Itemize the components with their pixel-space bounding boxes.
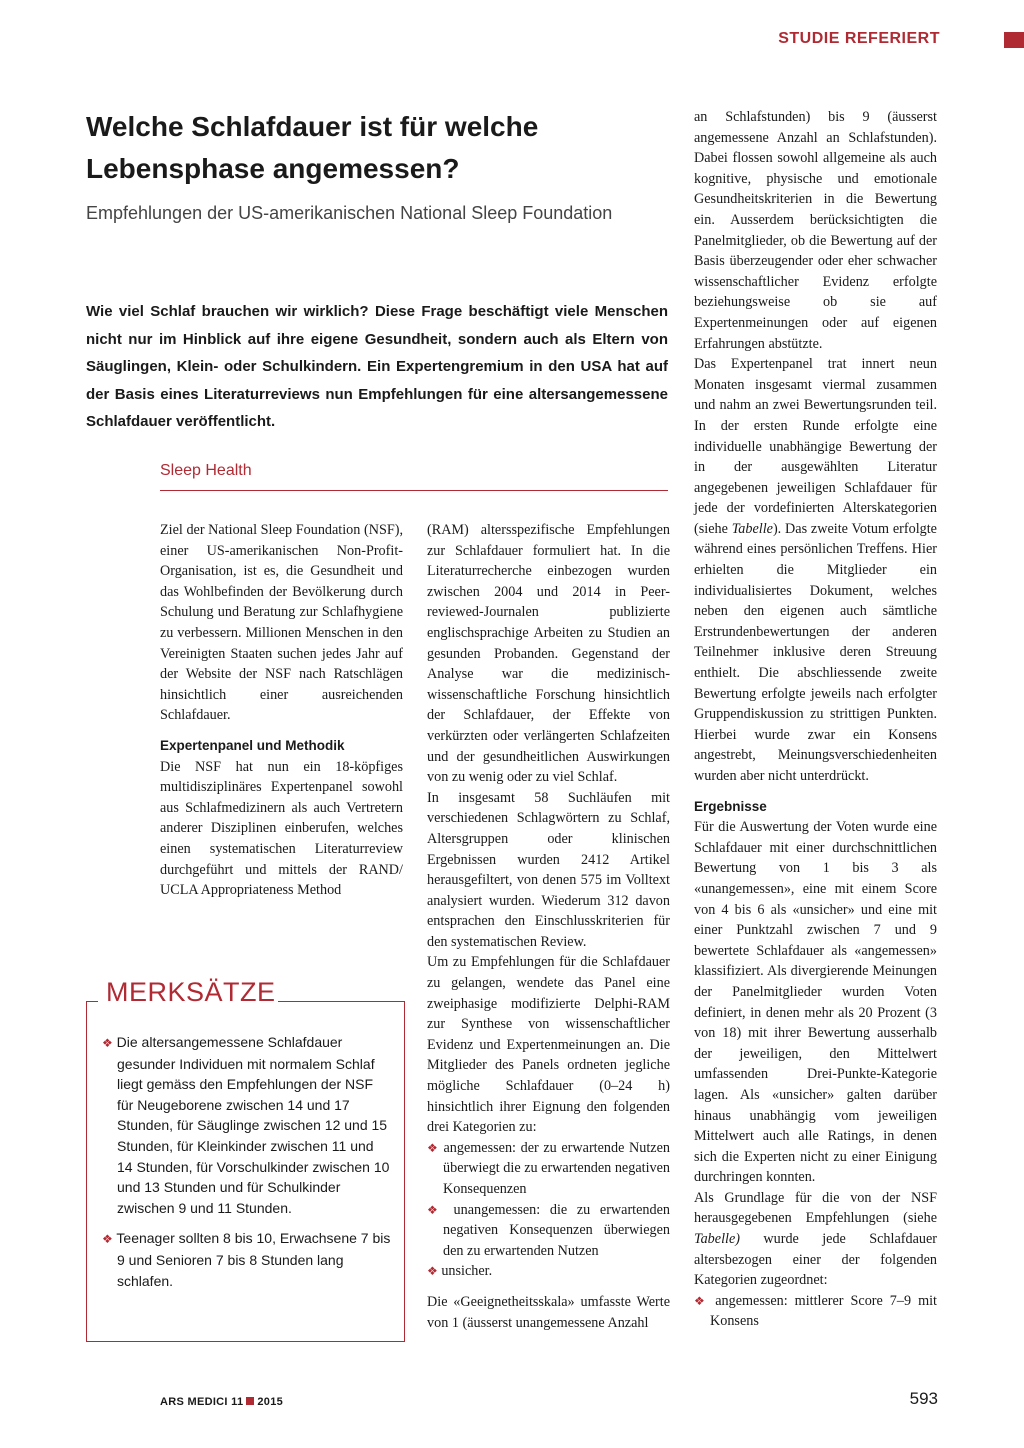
paragraph: Für die Auswertung der Voten wurde eine Schlafdauer mit einer durchschnittlichen Bewertung von 1 bis 3 als «unangemessen», eine mit einem Score von 4 bis 6 als «unsicher» und eine mit einer Punktzahl zwischen 7 und 9 bewertete Schlafdauer als «angemessen» klassifiziert. Als divergierende Meinungen der Panelmitglieder wurden Voten definiert, in denen mehr als 20 Prozent (3 von 18) mit ihrer Bewertung ausserhalb der jeweiligen, den Mittelwert umfassenden Drei-Punkte-Kategorie lagen. Als «unsicher» galten darüber hinaus unabhängig vom jeweiligen Mittelwert auch alle Ratings, in denen sich die Experten nicht zu einer Einigung durchringen konnten. (694, 819, 937, 1186)
article-title: Welche Schlafdauer ist für welche Lebensphase angemessen? (86, 111, 539, 184)
paragraph: Das Expertenpanel trat innert neun Monaten insgesamt viermal zusammen und nahm an zwei Bewertungsrunden teil. In der ersten Runde erfolgte eine individuelle unabhängige Bewertung der in der ausgewählten Literatur angegebenen jeweiligen Schlafdauer für jede der vordefinierten Alterskategorien (siehe Tabelle). Das zweite Votum erfolgte während eines persönlichen Treffens. Hier erhielten die Mitglieder ein individualisiertes Dokument, welches neben den eigenen auch sämtliche Erstrundenbewertungen der anderen Teilnehmer inklusive deren Streuung enthielt. Die abschliessende zweite Bewertung erfolgte jeweils nach erfolgter Gruppendiskussion zu strittigen Punkten. Hierbei wurde zwar ein Konsens angestrebt, Meinungsverschiedenheiten wurden aber nicht unterdrückt. (694, 356, 937, 784)
list-item: ❖ Teenager sollten 8 bis 10, Erwachsene 7 bis 9 und Senioren 7 bis 8 Stunden lang schlafen. (102, 1230, 391, 1289)
column-3 (694, 107, 937, 1332)
list-item: ❖ angemessen: der zu erwartende Nutzen überwiegt die zu erwartenden negativen Konsequenzen (427, 1139, 670, 1197)
column-2 (427, 520, 670, 1333)
diamond-bullet-icon: ❖ (694, 1293, 709, 1308)
paragraph: Die «Geeignetheitsskala» umfasste Werte von 1 (äusserst unangemessene Anzahl (427, 1293, 670, 1331)
section-label: STUDIE REFERIERT (778, 30, 940, 47)
square-icon (246, 1397, 254, 1405)
divider (266, 1001, 404, 1002)
paragraph: (RAM) altersspezifische Empfehlungen zur Schlafdauer formuliert hat. In die Literaturrecherche einbezogen wurden zwischen 2004 und 2014 in Peer-reviewed-Journalen publizierte englischsprachige Arbeiten zu Studien an gesunden Probanden. Gegenstand der Analyse war die medizinisch-wissenschaftliche Forschung hinsichtlich der Schlafdauer, der Effekte von verkürzten oder verlängerten Schlafzeiten und der gesundheitlichen Auswirkungen von zu wenig oder zu viel Schlaf. (427, 522, 670, 786)
section-marker (1004, 32, 1024, 48)
section-heading: Expertenpanel und Methodik (160, 737, 345, 753)
paragraph: Um zu Empfehlungen für die Schlafdauer zu gelangen, wendete das Panel eine zweiphasige modifizierte Delphi-RAM zur Synthese von wissenschaftlicher Evidenz und Expertenmeinungen an. Die Mitglieder des Panels ordneten jegliche mögliche Schlafdauer (0–24 h) hinsichtlich ihrer Eignung den folgenden drei Kategorien zu: (427, 954, 670, 1136)
list-item: ❖ Die altersangemessene Schlafdauer gesunder Individuen mit normalem Schlaf liegt gemäss den Empfehlungen der NSF für Neugeborene zwischen 14 und 17 Stunden, für Säuglinge zwischen 12 und 15 Stunden, für Kleinkinder zwischen 11 und 14 Stunden, für Vorschulkinder zwischen 10 und 13 Stunden und für Schulkinder zwischen 9 und 11 Stunden. (102, 1034, 390, 1216)
paragraph: Die NSF hat nun ein 18-köpfiges multidisziplinäres Expertenpanel sowohl aus Schlafmedizinern als auch Vertretern anderer Disziplinen einberufen, welches einen systematischen Literaturreview durchgeführt und mittels der RAND/ UCLA Appropriateness Method (160, 758, 403, 899)
list-item: ❖ unsicher. (427, 1263, 493, 1280)
paragraph: Als Grundlage für die von der NSF herausgegebenen Empfehlungen (siehe Tabelle) wurde jede Schlafdauer altersbezogen einer der folgenden Kategorien zugeordnet: (694, 1189, 937, 1289)
page-number: 593 (909, 1389, 938, 1408)
diamond-bullet-icon: ❖ (102, 1232, 113, 1247)
merksaetze-list (102, 1032, 392, 1301)
diamond-bullet-icon: ❖ (427, 1140, 439, 1155)
paragraph: In insgesamt 58 Suchläufen mit verschiedenen Schlagwörtern zu Schlaf, Altersgruppen oder klinischen Ergebnissen wurden 2412 Artikel herausgefiltert, von denen 575 im Volltext analysiert wurden. Wiederum 312 davon entsprachen den Einschlusskriterien für den systematischen Review. (427, 789, 670, 950)
diamond-bullet-icon: ❖ (427, 1202, 444, 1217)
source-journal: Sleep Health (160, 462, 668, 491)
column-1 (160, 520, 403, 901)
diamond-bullet-icon: ❖ (102, 1036, 113, 1050)
paragraph: an Schlafstunden) bis 9 (äusserst angemessene Anzahl an Schlafstunden). Dabei flossen sowohl allgemeine als auch kognitive, physische und emotionale Gesundheitskriterien in die Bewertung ein. Ausserdem berücksichtigten die Panelmitglieder, ob die Bewertung auf der Basis überzeugender oder eher schwacher wissenschaftlicher Evidenz erfolgte beziehungsweise ob sie auf Expertenmeinungen oder auf eigenen Erfahrungen abstützte. (694, 109, 937, 352)
merksaetze-title: MERKSÄTZE (106, 977, 276, 1007)
section-heading: Ergebnisse (694, 798, 767, 814)
diamond-bullet-icon: ❖ (427, 1264, 438, 1279)
article-subtitle: Empfehlungen der US-amerikanischen National Sleep Foundation (86, 203, 613, 223)
list-item: ❖ angemessen: mittlerer Score 7–9 mit Konsens (694, 1292, 937, 1330)
paragraph: Ziel der National Sleep Foundation (NSF), einer US-amerikanischen Non-Profit-Organisation, ist es, die Gesundheit und das Wohlbefinden der Bevölkerung durch Schulung und Beratung zur Schlafhygiene zu verbessern. Millionen Menschen in den Vereinigten Staaten suchen jedes Jahr auf der Website der NSF nach Ratschlägen hinsichtlich einer ausreichenden Schlafdauer. (160, 522, 403, 724)
list-item: ❖ unangemessen: die zu erwartenden negativen Konsequenzen überwiegen den zu erwartenden Nutzen (427, 1201, 670, 1259)
footer-journal: ARS MEDICI 11 2015 (160, 1396, 284, 1408)
divider (86, 1001, 98, 1002)
lead-paragraph: Wie viel Schlaf brauchen wir wirklich? Diese Frage beschäftigt viele Menschen nicht nur im Hinblick auf ihre eigene Gesundheit, sondern auch als Eltern von Säuglingen, Klein- oder Schulkindern. Ein Expertengremium in den USA hat auf der Basis eines Literaturreviews nun Empfehlungen für eine altersangemessene Schlafdauer veröffentlicht. (86, 303, 668, 430)
